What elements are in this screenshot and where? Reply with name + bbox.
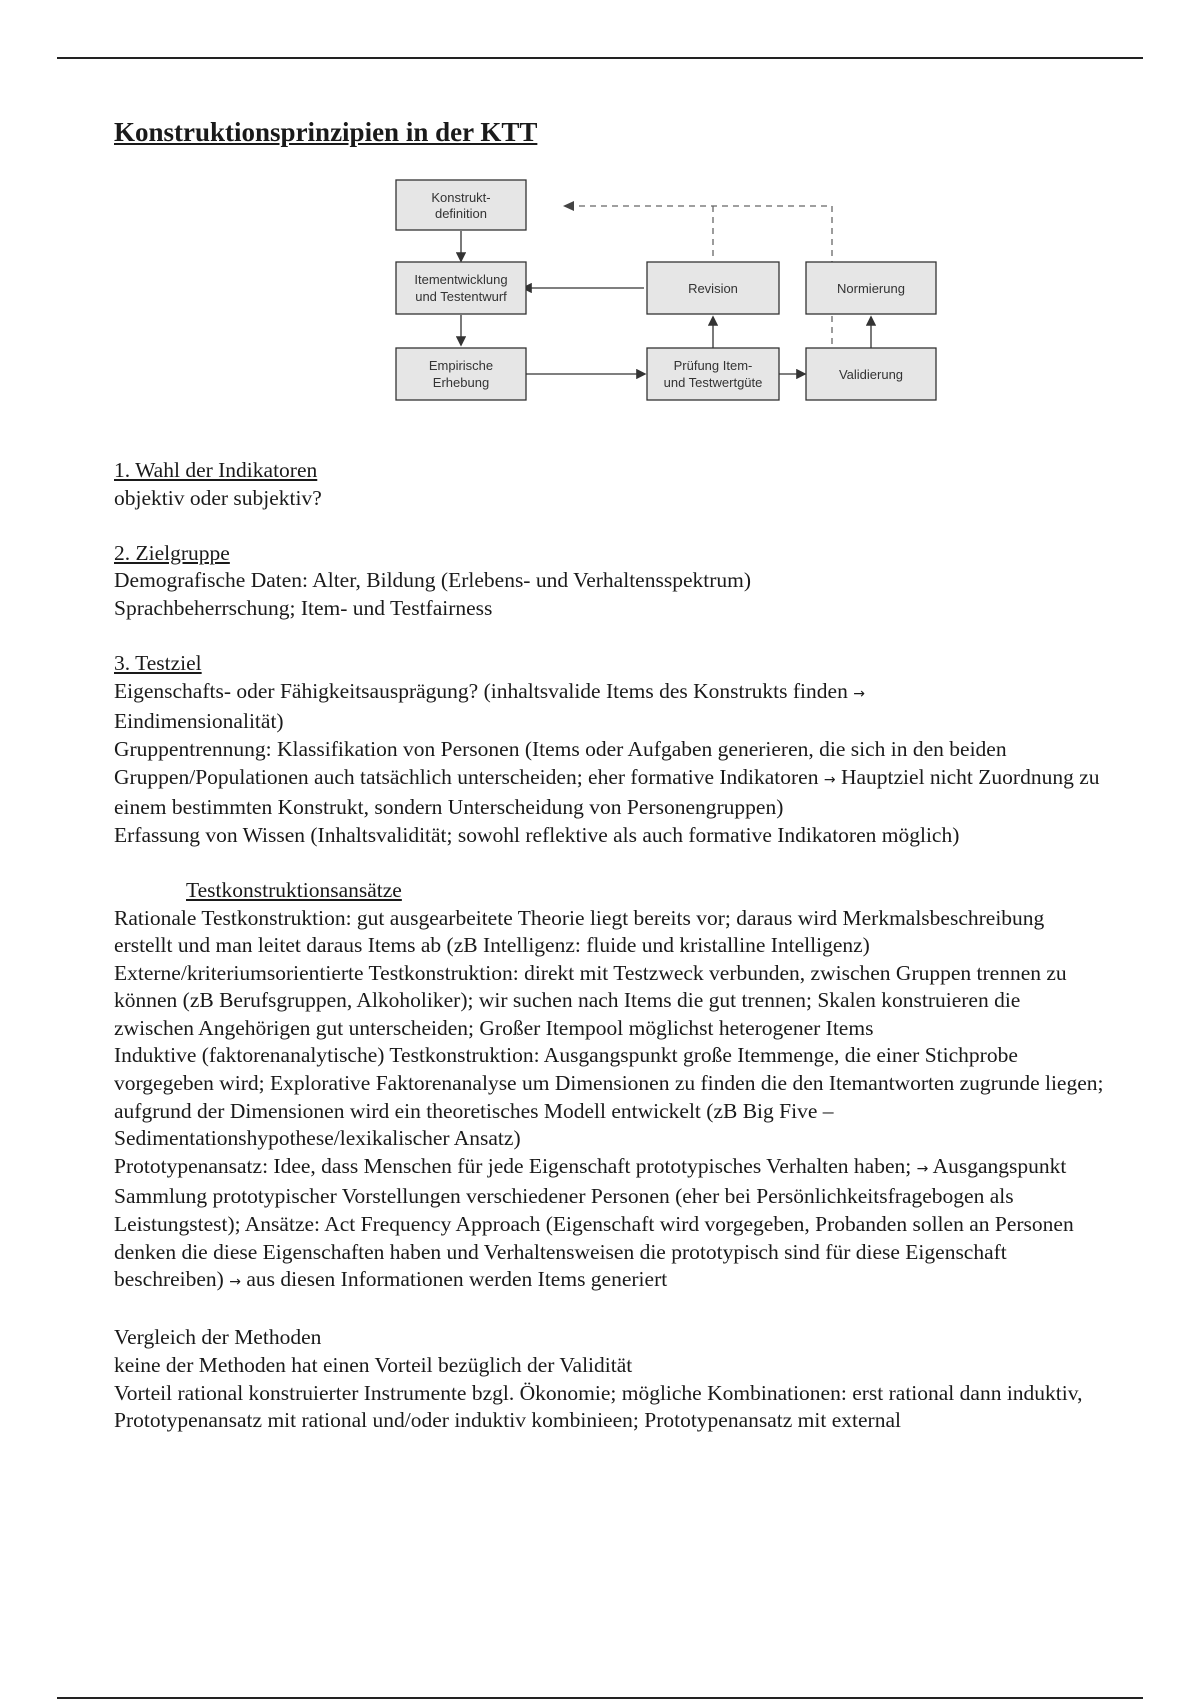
label-validierung: Validierung bbox=[838, 367, 904, 382]
section-2-line-1: Demografische Daten: Alter, Bildung (Erlebens- und Verhaltensspektrum) bbox=[114, 568, 752, 593]
section-3-paragraph-1 bbox=[114, 678, 1104, 736]
section-4-paragraph-3: Induktive (faktorenanalytische) Testkonstruktion: Ausgangspunkt große Itemmenge, die einer Stichprobe vorgegeben wird; Explorative Faktorenanalyse um Dimensionen zu finden die den Itemantworten zugrunde liegen; aufgrund der Dimensionen wird ein theoretisches Modell entwickelt (zB Big Five – Sedimentationshypothese/lexikalischer Ansatz) bbox=[114, 1043, 1104, 1151]
top-rule bbox=[57, 57, 1143, 59]
section-4-paragraph-1: Rationale Testkonstruktion: gut ausgearbeitete Theorie liegt bereits vor; daraus wird Merkmalsbeschreibung erstellt und man leitet daraus Items ab (zB Intelligenz: fluide und kristalline Intelligenz) bbox=[114, 905, 1045, 958]
section-4-paragraph-4 bbox=[114, 1153, 1104, 1297]
label-item-2: und Testentwurf bbox=[415, 289, 507, 304]
arrow-right-icon: → bbox=[916, 1160, 929, 1177]
section-3-paragraph-2 bbox=[114, 736, 1104, 822]
s4-p4-text-b: Ausgangspunkt Sammlung prototypischer Vorstellungen verschiedener Personen (eher bei Persönlichkeitsfragebogen als Leistungstest); Ansätze: Act Frequency Approach (Eigenschaft wird vorgegeben, Probanden sollen an Personen denken die diese Eigenschaften haben und Verhaltensweisen die prototypisch sind für diese Eigenschaft beschreiben) bbox=[114, 1153, 1074, 1292]
label-konstrukt-1: Konstrukt- bbox=[431, 190, 491, 205]
section-1-heading: 1. Wahl der Indikatoren bbox=[114, 458, 318, 482]
box-itementwicklung bbox=[396, 262, 526, 314]
document-body bbox=[114, 114, 1104, 1435]
section-5-heading: Vergleich der Methoden bbox=[114, 1325, 322, 1350]
label-empirische-1: Empirische bbox=[428, 358, 494, 373]
arrow-right-icon: → bbox=[823, 771, 836, 788]
section-2-line-2: Sprachbeherrschung; Item- und Testfairness bbox=[114, 595, 493, 620]
page-title: Konstruktionsprinzipien in der KTT bbox=[114, 117, 538, 147]
arrow-right-icon: → bbox=[853, 685, 865, 702]
label-pruefung-2: und Testwertgüte bbox=[663, 375, 763, 390]
s3-p1-text-a: Eigenschafts- oder Fähigkeitsausprägung? (inhaltsvalide Items des Konstrukts finden bbox=[114, 678, 848, 703]
flow-diagram bbox=[114, 178, 1104, 433]
label-normierung: Normierung bbox=[837, 281, 905, 296]
section-4-heading-text: Testkonstruktionsansätze bbox=[186, 877, 402, 902]
section-2-heading: 2. Zielgruppe bbox=[114, 540, 230, 565]
bottom-rule bbox=[57, 1697, 1143, 1699]
label-pruefung-1: Prüfung Item- bbox=[673, 358, 753, 373]
section-3-paragraph-3: Erfassung von Wissen (Inhaltsvalidität; sowohl reflektive als auch formative Indikatoren möglich) bbox=[114, 822, 960, 847]
feedback-arrowhead bbox=[563, 201, 574, 211]
label-item-1: Itementwicklung bbox=[414, 272, 508, 287]
section-5-line-2: Vorteil rational konstruierter Instrumente bzgl. Ökonomie; mögliche Kombinationen: erst rational dann induktiv, Prototypenansatz mit rational und/oder induktiv kombinieen; Prototypenansatz mit external bbox=[114, 1380, 1083, 1433]
box-empirische-erhebung bbox=[396, 348, 526, 400]
label-empirische-2: Erhebung bbox=[432, 375, 490, 390]
label-konstrukt-2: definition bbox=[434, 206, 488, 221]
section-1-line-1: objektiv oder subjektiv? bbox=[114, 485, 322, 510]
s3-p1-text-b: Eindimensionalität) bbox=[114, 709, 284, 734]
arrow-right-icon: → bbox=[229, 1274, 241, 1291]
section-4-heading bbox=[114, 877, 1104, 905]
s3-p2-text-a: Gruppentrennung: Klassifikation von Personen (Items oder Aufgaben generieren, die sich in den beiden Gruppen/Populationen auch tatsächlich unterscheiden; eher formative Indikatoren bbox=[114, 736, 1007, 789]
box-pruefung bbox=[647, 348, 779, 400]
section-5-line-1: keine der Methoden hat einen Vorteil bezüglich der Validität bbox=[114, 1353, 633, 1377]
section-3-heading: 3. Testziel bbox=[114, 651, 202, 676]
s4-p4-text-c: aus diesen Informationen werden Items generiert bbox=[246, 1267, 668, 1292]
label-revision: Revision bbox=[688, 281, 738, 296]
section-4-paragraph-2: Externe/kriteriumsorientierte Testkonstruktion: direkt mit Testzweck verbunden, zwischen Gruppen trennen zu können (zB Berufsgruppen, Alkoholiker); wir suchen nach Items die gut trennen; Skalen konstruieren die zwischen Angehörigen gut unterscheiden; Großer Itempool möglichst heterogener Items bbox=[114, 960, 1067, 1040]
s3-p2-text-b: Hauptziel nicht Zuordnung zu einem bestimmten Konstrukt, sondern Unterscheidung von Personengruppen) bbox=[114, 764, 1100, 820]
s4-p4-text-a: Prototypenansatz: Idee, dass Menschen für jede Eigenschaft prototypisches Verhalten haben; bbox=[114, 1153, 912, 1178]
box-konstruktdefinition bbox=[396, 180, 526, 230]
